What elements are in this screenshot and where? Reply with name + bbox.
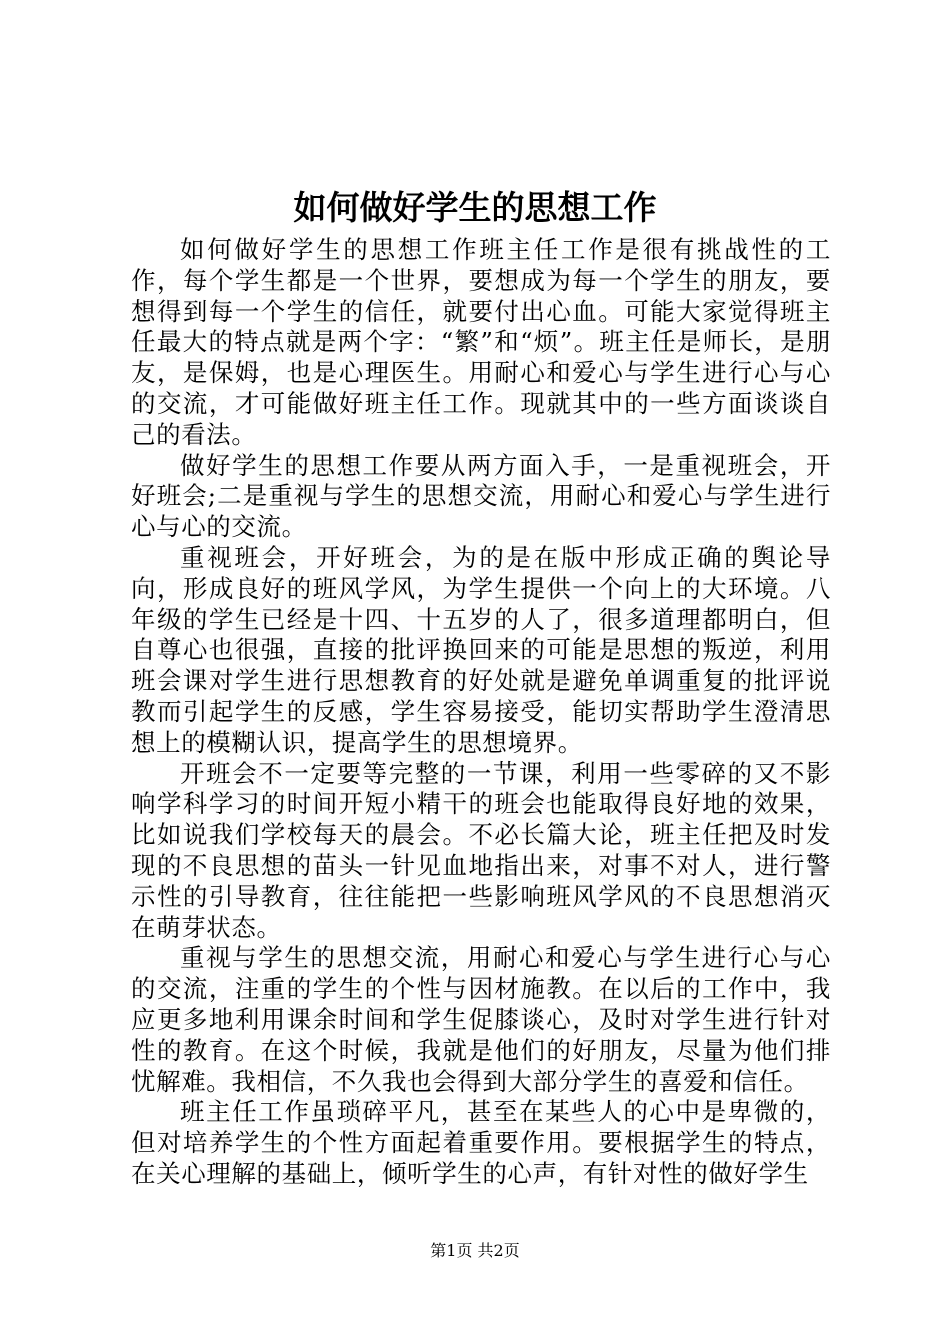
paragraph-3: 重视班会，开好班会，为的是在版中形成正确的舆论导向，形成良好的班风学风，为学生提供一个向上的大环境。八年级的学生已经是十四、十五岁的人了，很多道理都明白，但自尊心也很强，直接的批评换回来的可能是思想的叛逆，利用班会课对学生进行思想教育的好处就是避免单调重复的批评说教而引起学生的反感，学生容易接受，能切实帮助学生澄清思想上的模糊认识，提高学生的思想境界。 bbox=[131, 542, 831, 757]
document-title: 如何做好学生的思想工作 bbox=[293, 188, 657, 227]
paragraph-6: 班主任工作虽琐碎平凡，甚至在某些人的心中是卑微的，但对培养学生的个性方面起着重要作用。要根据学生的特点，在关心理解的基础上，倾听学生的心声，有针对性的做好学生 bbox=[131, 1097, 831, 1188]
paragraph-5: 重视与学生的思想交流，用耐心和爱心与学生进行心与心的交流，注重的学生的个性与因材施教。在以后的工作中，我应更多地利用课余时间和学生促膝谈心，及时对学生进行针对性的教育。在这个时候，我就是他们的好朋友，尽量为他们排忧解难。我相信，不久我也会得到大部分学生的喜爱和信任。 bbox=[131, 943, 831, 1096]
document-body bbox=[131, 235, 831, 1190]
paragraph-1: 如何做好学生的思想工作班主任工作是很有挑战性的工作，每个学生都是一个世界，要想成为每一个学生的朋友，要想得到每一个学生的信任，就要付出心血。可能大家觉得班主任最大的特点就是两个字：“繁”和“烦”。班主任是师长，是朋友，是保姆，也是心理医生。用耐心和爱心与学生进行心与心的交流，才可能做好班主任工作。现就其中的一些方面谈谈自己的看法。 bbox=[131, 235, 831, 449]
paragraph-2: 做好学生的思想工作要从两方面入手，一是重视班会，开好班会;二是重视与学生的思想交流，用耐心和爱心与学生进行心与心的交流。 bbox=[131, 450, 831, 542]
page-number-footer: 第1页 共2页 bbox=[430, 1241, 520, 1260]
paragraph-4: 开班会不一定要等完整的一节课，利用一些零碎的又不影响学科学习的时间开短小精干的班会也能取得良好地的效果，比如说我们学校每天的晨会。不必长篇大论，班主任把及时发现的不良思想的苗头一针见血地指出来，对事不对人，进行警示性的引导教育，往往能把一些影响班风学风的不良思想消灭在萌芽状态。 bbox=[131, 758, 831, 942]
